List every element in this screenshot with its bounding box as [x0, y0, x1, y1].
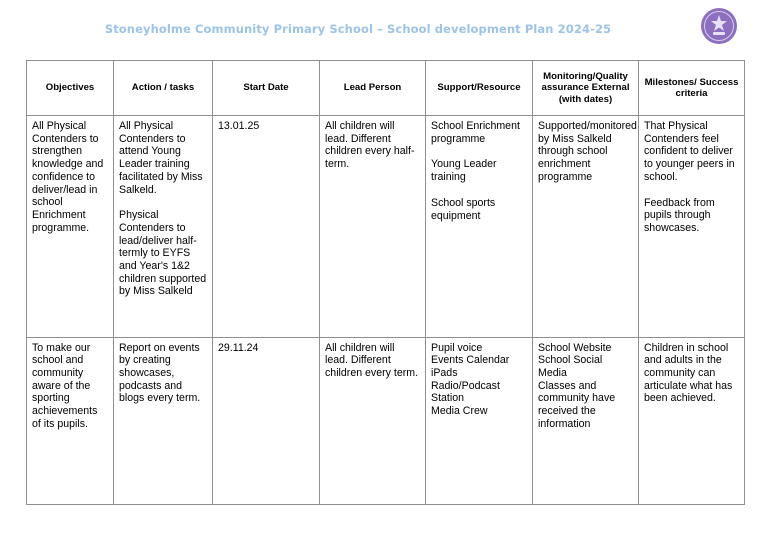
- document-title: Stoneyholme Community Primary School – School development Plan 2024-25: [104, 22, 612, 36]
- cell-text: School Enrichment programme: [431, 120, 520, 145]
- cell-milestones: [639, 116, 745, 338]
- cell-text: Feedback from pupils through showcases.: [644, 196, 715, 234]
- table-row: [27, 116, 745, 338]
- cell-monitoring: [533, 116, 639, 338]
- cell-text: School sports equipment: [431, 196, 496, 222]
- header-milestones: Milestones/ Success criteria: [639, 61, 745, 116]
- header-action-tasks: Action / tasks: [114, 61, 213, 116]
- cell-text: School Website School Social Media Classes and community have received the information: [538, 341, 616, 430]
- cell-text: That Physical Contenders feel confident to deliver to younger peers in school.: [644, 120, 735, 183]
- cell-text: All children will lead. Different children every half-term.: [325, 120, 415, 171]
- cell-lead-person: [320, 337, 426, 504]
- cell-text: Supported/monitored by Miss Salkeld through school enrichment programme: [538, 120, 637, 183]
- cell-milestones: [639, 337, 745, 504]
- table-row: [27, 337, 745, 504]
- header-monitoring: Monitoring/Quality assurance External (with dates): [533, 61, 639, 116]
- cell-action-tasks: [114, 116, 213, 338]
- cell-lead-person: [320, 116, 426, 338]
- table-header-row: [27, 61, 745, 116]
- cell-objectives: [27, 337, 114, 504]
- cell-text: All children will lead. Different children every term.: [325, 341, 419, 379]
- cell-objectives: [27, 116, 114, 338]
- cell-text: Children in school and adults in the community can articulate what has been achieved.: [644, 341, 733, 405]
- header-support-resource: Support/Resource: [426, 61, 533, 116]
- cell-monitoring: [533, 337, 639, 504]
- header-start-date: Start Date: [213, 61, 320, 116]
- cell-support-resource: [426, 337, 533, 504]
- cell-text: Report on events by creating showcases, podcasts and blogs every term.: [119, 341, 201, 405]
- header-objectives: Objectives: [27, 61, 114, 116]
- header-lead-person: Lead Person: [320, 61, 426, 116]
- development-plan-table: [26, 60, 745, 505]
- school-crest-icon: [700, 7, 738, 45]
- cell-support-resource: [426, 116, 533, 338]
- cell-text: Physical Contenders to lead/deliver half-termly to EYFS and Year's 1&2 children supported by Miss Salkeld: [119, 209, 207, 298]
- cell-action-tasks: [114, 337, 213, 504]
- cell-start-date: [213, 116, 320, 338]
- cell-text: To make our school and community aware of the sporting achievements of its pupils.: [32, 341, 98, 430]
- cell-start-date: [213, 337, 320, 504]
- cell-text: 13.01.25: [218, 120, 260, 132]
- cell-text: Pupil voice Events Calendar iPads Radio/Podcast Station Media Crew: [431, 341, 510, 418]
- cell-text: Young Leader training: [431, 158, 497, 184]
- cell-text: 29.11.24: [218, 341, 259, 354]
- cell-text: All Physical Contenders to attend Young Leader training facilitated by Miss Salkeld.: [119, 120, 203, 196]
- cell-text: All Physical Contenders to strengthen knowledge and confidence to deliver/lead in school Enrichment programme.: [32, 120, 104, 234]
